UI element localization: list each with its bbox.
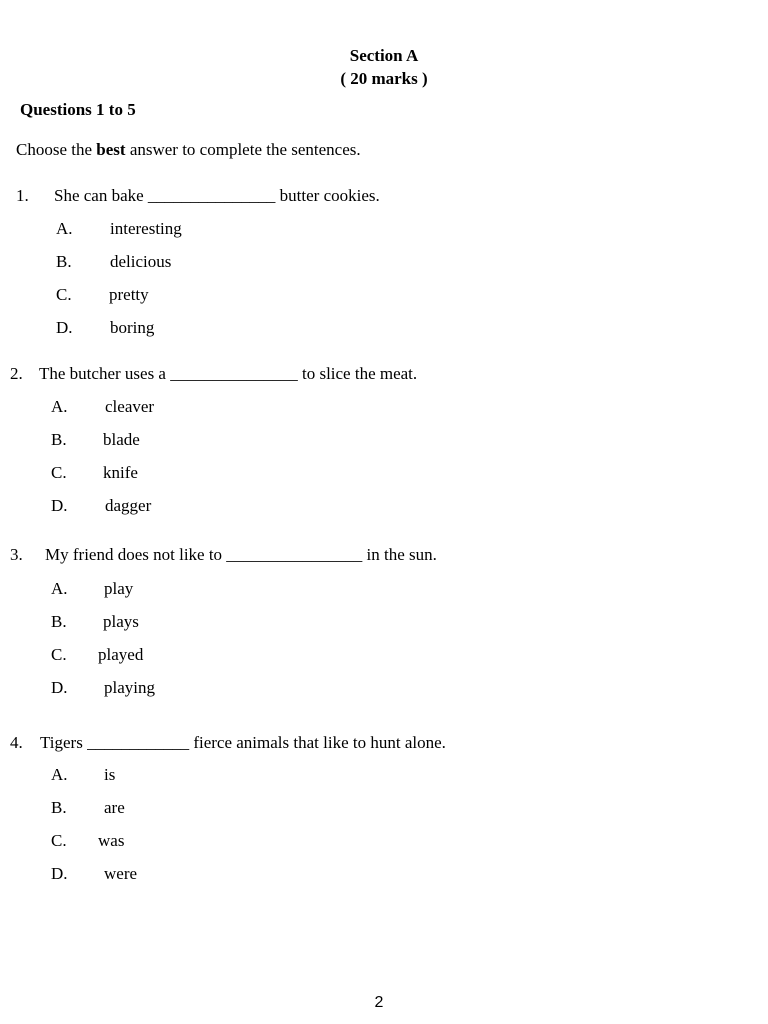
option-letter: B. xyxy=(56,252,72,271)
option-text: pretty xyxy=(109,285,149,304)
option-letter: B. xyxy=(51,798,67,817)
option-text: interesting xyxy=(110,219,182,238)
instruction xyxy=(16,140,361,160)
option-text: dagger xyxy=(105,496,152,515)
question-number: 4. xyxy=(10,733,23,752)
option-text: playing xyxy=(104,678,155,697)
option-letter: B. xyxy=(51,612,67,631)
option-letter: B. xyxy=(51,430,67,449)
option-text: knife xyxy=(103,463,138,482)
option-letter: C. xyxy=(51,831,67,850)
question-stem: The butcher uses a _______________ to slice the meat. xyxy=(39,364,418,383)
question-number: 1. xyxy=(16,186,29,205)
question-stem: She can bake _______________ butter cookies. xyxy=(54,186,380,205)
marks-label: ( 20 marks ) xyxy=(340,69,428,88)
option-letter: C. xyxy=(51,463,67,482)
option-letter: A. xyxy=(56,219,73,238)
option-text: was xyxy=(98,831,125,850)
option-text: delicious xyxy=(110,252,172,271)
option-text: blade xyxy=(103,430,140,449)
option-letter: A. xyxy=(51,579,68,598)
option-letter: A. xyxy=(51,765,68,784)
option-text: are xyxy=(104,798,125,817)
question-stem: My friend does not like to ________________ in the sun. xyxy=(45,545,437,564)
option-text: plays xyxy=(103,612,139,631)
option-letter: D. xyxy=(51,864,68,883)
option-letter: D. xyxy=(56,318,73,337)
option-letter: C. xyxy=(56,285,72,304)
option-letter: D. xyxy=(51,496,68,515)
question-stem: Tigers ____________ fierce animals that like to hunt alone. xyxy=(40,733,446,752)
option-text: cleaver xyxy=(105,397,155,416)
option-text: were xyxy=(104,864,138,883)
option-letter: C. xyxy=(51,645,67,664)
option-text: boring xyxy=(110,318,155,337)
question-number: 3. xyxy=(10,545,23,564)
option-text: is xyxy=(104,765,116,784)
option-text: played xyxy=(98,645,144,664)
page-number: 2 xyxy=(374,994,384,1011)
instruction-text-before: Choose the xyxy=(16,140,97,159)
instruction-emphasis: best xyxy=(96,140,126,159)
section-title: Section A xyxy=(349,46,419,65)
question-number: 2. xyxy=(10,364,23,383)
instruction-text-after: answer to complete the sentences. xyxy=(125,140,361,159)
option-letter: A. xyxy=(51,397,68,416)
questions-heading: Questions 1 to 5 xyxy=(20,100,136,119)
option-text: play xyxy=(104,579,134,598)
option-letter: D. xyxy=(51,678,68,697)
